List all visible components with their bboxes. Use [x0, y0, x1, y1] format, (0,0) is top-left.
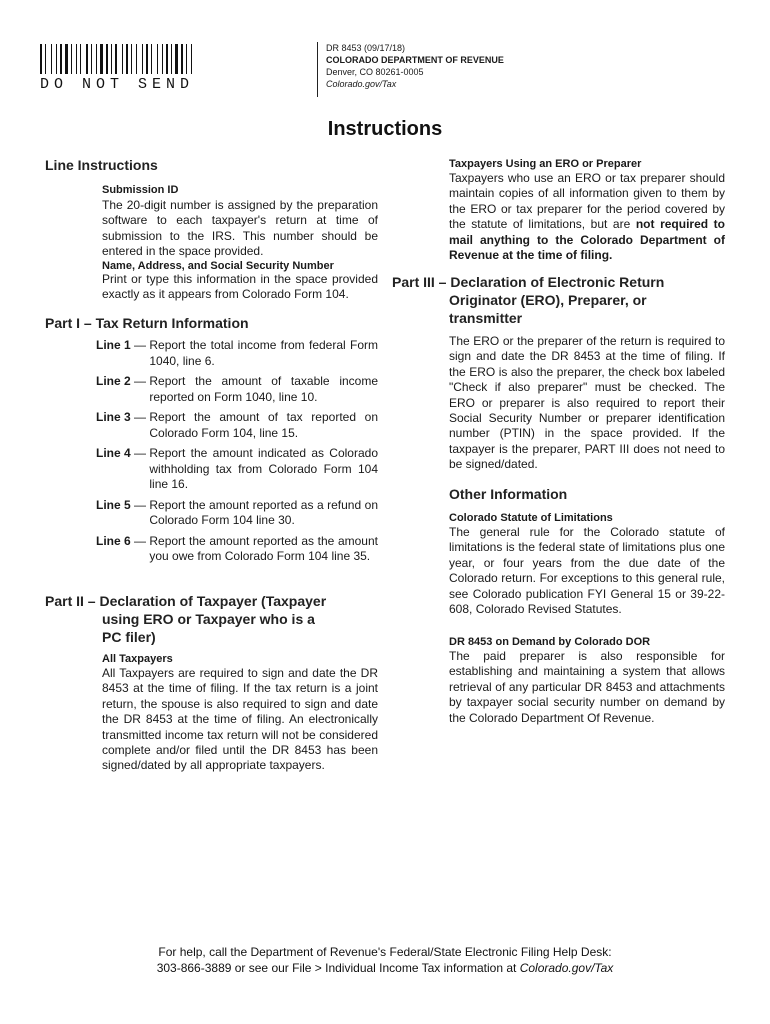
demand-section: [449, 636, 725, 726]
part3-heading: [392, 273, 664, 327]
barcode-bar: [115, 44, 117, 74]
submission-id-section: [102, 184, 378, 302]
barcode-bars: [40, 44, 228, 74]
line-row: Line 4 — Report the amount indicated as Colorado withholding tax from Colorado Form 104 line 16.: [96, 446, 378, 491]
barcode-bar: [124, 44, 125, 74]
barcode-bar: [122, 44, 123, 74]
part2-heading-line1: Part II – Declaration of Taxpayer (Taxpayer: [45, 593, 327, 609]
line-text: Report the amount indicated as Colorado withholding tax from Colorado Form 104 line 16.: [149, 446, 378, 491]
line-text: Report the total income from federal Form 1040, line 6.: [149, 338, 378, 368]
line-row: Line 5 — Report the amount reported as a refund on Colorado Form 104 line 30.: [96, 497, 378, 527]
statute-title: Colorado Statute of Limitations: [449, 512, 613, 524]
barcode-bar: [131, 44, 132, 74]
barcode-bar: [181, 44, 183, 74]
barcode-bar: [113, 44, 114, 74]
barcode-bar: [91, 44, 92, 74]
part1-heading: Part I – Tax Return Information: [45, 315, 249, 331]
part2-heading: [45, 592, 326, 646]
line-row: Line 2 — Report the amount of taxable income reported on Form 1040, line 10.: [96, 374, 378, 404]
department-address: Denver, CO 80261-0005: [326, 67, 424, 77]
barcode-bar: [76, 44, 77, 74]
demand-text: The paid preparer is also responsible for establishing and maintaining a system that allows retrieval of any particular DR 8453 and attachments by taxpayer social security number on demand by the Colorado Department Of Revenue.: [449, 649, 725, 725]
barcode-bar: [179, 44, 180, 74]
line-instructions-heading: Line Instructions: [45, 157, 158, 173]
line-text: Report the amount reported as a refund on Colorado Form 104 line 30.: [149, 497, 378, 527]
barcode-bar: [65, 44, 68, 74]
barcode-bar: [162, 44, 163, 74]
barcode-bar: [104, 44, 105, 74]
line-text: Report the amount of tax reported on Colorado Form 104, line 15.: [149, 410, 378, 440]
name-address-ssn-text: Print or type this information in the space provided exactly as it appears from Colorado Form 104.: [102, 271, 378, 302]
barcode-bar: [166, 44, 168, 74]
statute-text: The general rule for the Colorado statute of limitations is the federal state of limitations plus one year, or four years from the due date of the Colorado return. For exceptions to this general rule, see Colorado publication FYI General 15 or 39-22-608, Colorado Revised Statutes.: [449, 525, 725, 617]
barcode-bar: [164, 44, 165, 74]
barcode-bar: [45, 44, 46, 74]
barcode-bar: [136, 44, 137, 74]
footer: [0, 944, 770, 976]
all-taxpayers-text: All Taxpayers are required to sign and date the DR 8453 at the time of filing. If the tax return is a joint return, the spouse is also required to sign and date the DR 8453 at the time of filing. An electronically transmitted income tax return will not be considered complete and/or filed until the DR 8453 has been signed/dated by all appropriate taxpayers.: [102, 666, 378, 773]
footer-line1: For help, call the Department of Revenue's Federal/State Electronic Filing Help Desk:: [158, 945, 612, 959]
line-row: Line 3 — Report the amount of tax reported on Colorado Form 104, line 15.: [96, 410, 378, 440]
barcode-bar: [89, 44, 90, 74]
barcode-bar: [144, 44, 145, 74]
barcode-bar: [188, 44, 190, 74]
form-header: [326, 42, 504, 90]
barcode-bar: [82, 44, 85, 74]
barcode-bar: [175, 44, 178, 74]
barcode-bar: [43, 44, 44, 74]
part2-heading-line2: using ERO or Taxpayer who is a: [102, 611, 315, 627]
department-name: COLORADO DEPARTMENT OF REVENUE: [326, 55, 504, 65]
page-title: Instructions: [327, 118, 443, 140]
submission-id-text: The 20-digit number is assigned by the preparation software to each taxpayer's return at time of submission to the IRS. This number should be entered in the space provided.: [102, 198, 378, 259]
line-text: Report the amount reported as the amount you owe from Colorado Form 104 line 35.: [149, 533, 378, 563]
barcode-bar: [173, 44, 174, 74]
barcode-bar: [63, 44, 64, 74]
statute-section: [449, 512, 725, 617]
barcode-bar: [193, 44, 196, 74]
line-label: Line 5: [96, 497, 131, 512]
barcode-bar: [93, 44, 95, 74]
part3-heading-line1: Part III – Declaration of Electronic Return: [392, 274, 665, 290]
barcode-bar: [151, 44, 152, 74]
barcode-bar: [73, 44, 75, 74]
barcode-bar: [126, 44, 128, 74]
ero-title: Taxpayers Using an ERO or Preparer: [449, 158, 642, 170]
barcode-bar: [106, 44, 108, 74]
all-taxpayers-title: All Taxpayers: [102, 653, 173, 665]
department-website: Colorado.gov/Tax: [326, 79, 397, 89]
barcode-bar: [153, 44, 156, 74]
footer-link[interactable]: Colorado.gov/Tax: [519, 961, 614, 975]
all-taxpayers-section: [102, 653, 378, 774]
part3-section: [449, 334, 725, 473]
demand-title: DR 8453 on Demand by Colorado DOR: [449, 636, 651, 648]
line-label: Line 6: [96, 533, 131, 548]
part2-heading-line3: PC filer): [102, 629, 156, 645]
ero-text-body: Taxpayers who use an ERO or tax preparer should maintain copies of all information given to them by the ERO or tax preparer for the period covered by the statute of limitations, but are: [449, 171, 725, 232]
barcode-bar: [47, 44, 50, 74]
barcode-bar: [58, 44, 59, 74]
barcode-bar: [184, 44, 185, 74]
barcode-bar: [186, 44, 187, 74]
barcode-bar: [138, 44, 141, 74]
barcode-bar: [98, 44, 99, 74]
part3-text: The ERO or the preparer of the return is required to sign and date the DR 8453 at the time of filing. If the ERO is also the preparer, the check box labeled "Check if also preparer" must be checked. The ERO or preparer is also required to report their Social Security Number or preparer identification number (PTIN) in the space provided. If the taxpayer is the preparer, PART III does not need to be signed/dated.: [449, 334, 725, 472]
barcode-bar: [53, 44, 55, 74]
form-id: DR 8453 (09/17/18): [326, 43, 406, 53]
part3-heading-line2: Originator (ERO), Preparer, or: [449, 292, 647, 308]
barcode-bar: [133, 44, 135, 74]
line-label: Line 3: [96, 410, 131, 424]
barcode-bar: [56, 44, 57, 74]
barcode-bar: [96, 44, 97, 74]
barcode: [40, 44, 228, 96]
barcode-bar: [157, 44, 158, 74]
part3-heading-line3: transmitter: [449, 310, 523, 326]
barcode-bar: [109, 44, 110, 74]
name-address-ssn-title: Name, Address, and Social Security Number: [102, 259, 334, 272]
barcode-bar: [40, 44, 42, 74]
line-text: Report the amount of taxable income reported on Form 1040, line 10.: [149, 374, 378, 404]
line-row: Line 6 — Report the amount reported as the amount you owe from Colorado Form 104 line 35.: [96, 533, 378, 563]
line-label: Line 1: [96, 338, 131, 352]
other-info-heading: Other Information: [449, 486, 568, 502]
barcode-bar: [71, 44, 72, 74]
barcode-bar: [60, 44, 62, 74]
barcode-bar: [191, 44, 192, 74]
submission-id-title: Submission ID: [102, 184, 179, 196]
barcode-bar: [111, 44, 112, 74]
barcode-bar: [80, 44, 81, 74]
footer-line2: [0, 960, 770, 976]
line-label: Line 4: [96, 446, 131, 460]
part1-lines: [96, 338, 378, 570]
barcode-bar: [118, 44, 121, 74]
line-label: Line 2: [96, 374, 131, 388]
footer-line2-text: 303-866-3889 or see our File > Individual Income Tax information at: [156, 961, 520, 975]
barcode-bar: [171, 44, 172, 74]
barcode-bar: [51, 44, 52, 74]
barcode-bar: [169, 44, 170, 74]
line-row: Line 1 — Report the total income from federal Form 1040, line 6.: [96, 338, 378, 368]
barcode-bar: [149, 44, 150, 74]
barcode-bar: [69, 44, 70, 74]
ero-text: [449, 171, 725, 263]
barcode-bar: [146, 44, 148, 74]
barcode-bar: [78, 44, 79, 74]
barcode-bar: [129, 44, 130, 74]
do-not-send-label: DO NOT SEND: [40, 76, 195, 93]
header-divider: [317, 42, 318, 97]
barcode-bar: [142, 44, 143, 74]
barcode-bar: [159, 44, 161, 74]
ero-section: [449, 158, 725, 263]
barcode-bar: [86, 44, 88, 74]
barcode-bar: [100, 44, 103, 74]
ero-text-bold: not required to mail anything to the Colorado Department of Revenue at the time of filing.: [449, 217, 725, 263]
